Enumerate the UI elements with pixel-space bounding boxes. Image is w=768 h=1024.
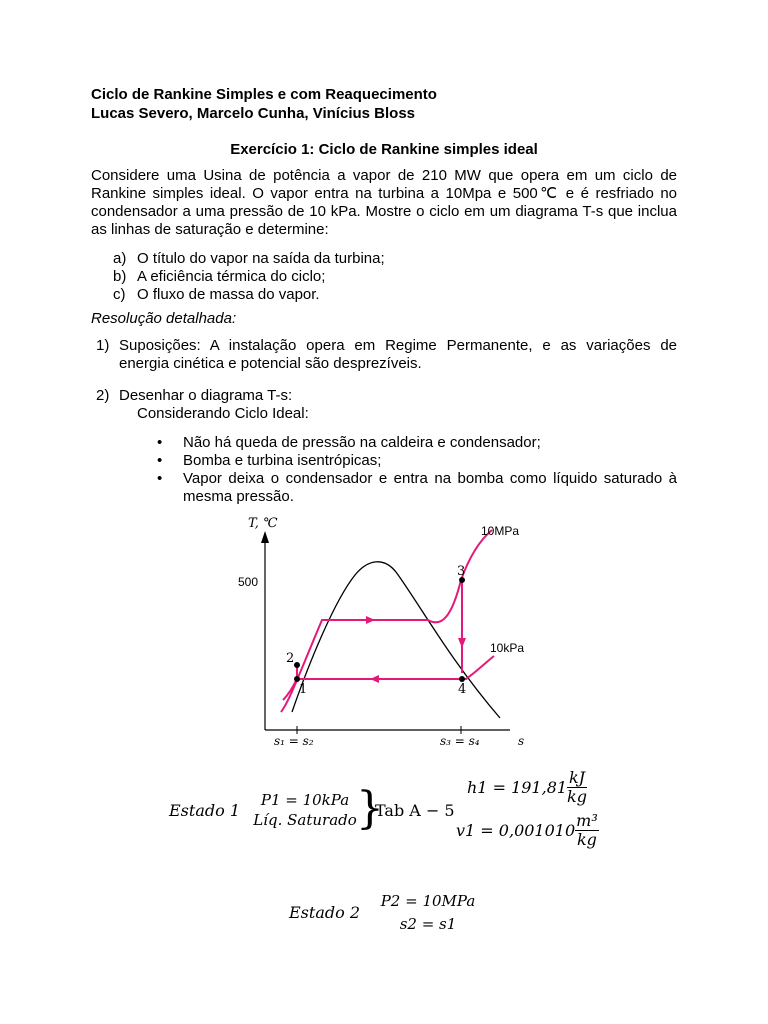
list-marker: b)	[113, 268, 127, 285]
h1-lhs: h1 = 191,81	[467, 778, 568, 797]
list-text: Não há queda de pressão na caldeira e condensador;	[183, 434, 541, 451]
v1-lhs: v1 = 0,001010	[456, 821, 576, 840]
step2-marker: 2)	[96, 387, 110, 404]
h1-unit	[567, 769, 587, 806]
v1-unit	[575, 812, 599, 849]
state-label-4: 4	[458, 682, 467, 697]
statement-line: Considere uma Usina de potência a vapor de 210 MW que opera em um ciclo de	[91, 167, 677, 184]
list-item	[157, 434, 677, 452]
assumption-list	[157, 434, 677, 506]
h1-unit-den: kg	[567, 787, 587, 806]
bullet-marker: •	[157, 452, 163, 469]
ts-diagram	[230, 505, 540, 755]
state-label-1: 1	[299, 682, 308, 697]
bullet-marker: •	[157, 470, 163, 487]
state-label-2: 2	[286, 651, 295, 666]
list-text: Bomba e turbina isentrópicas;	[183, 452, 382, 469]
h1-equation	[467, 769, 587, 806]
t-axis-arrowhead	[261, 531, 269, 543]
s34-label: s₃ = s₄	[440, 734, 480, 748]
list-item	[157, 452, 677, 470]
step1-line1: Suposições: A instalação opera em Regime Permanente, e as variações de	[119, 337, 677, 354]
step1-marker: 1)	[96, 337, 110, 354]
estado2-conditions	[368, 890, 488, 936]
list-text: O fluxo de massa do vapor.	[137, 286, 320, 303]
list-marker: c)	[113, 286, 126, 303]
table-ref: Tab A − 5	[375, 801, 455, 820]
v1-equation	[456, 812, 599, 849]
estado1-conditions	[250, 790, 360, 830]
turbine-arrow	[458, 638, 466, 648]
v1-unit-num: m³	[576, 811, 598, 830]
h1-unit-num: kJ	[568, 768, 586, 787]
state-label-3: 3	[457, 564, 466, 579]
document-authors: Lucas Severo, Marcelo Cunha, Vinícius Bloss	[91, 105, 416, 122]
state-point-2	[294, 662, 300, 668]
saturation-dome	[292, 562, 500, 718]
list-text: Vapor deixa o condensador e entra na bomba como líquido saturado à	[183, 470, 677, 487]
list-item	[113, 286, 385, 304]
estado2-cond2: s2 = s1	[399, 915, 457, 933]
estado1-label: Estado 1	[169, 801, 240, 820]
list-text: O título do vapor na saída da turbina;	[137, 250, 385, 267]
t-axis-label: T, ℃	[248, 516, 278, 531]
list-text: A eficiência térmica do ciclo;	[137, 268, 326, 285]
statement-line: Rankine simples ideal. O vapor entra na turbina a 10Mpa e 500℃ e é resfriado no	[91, 185, 677, 202]
estado2-label: Estado 2	[289, 903, 360, 922]
tick-500: 500	[238, 575, 259, 589]
list-marker: a)	[113, 250, 127, 267]
label-10mpa: 10MPa	[481, 524, 520, 538]
list-item	[113, 250, 385, 268]
statement-line: as linhas de saturação e determine:	[91, 221, 329, 238]
estado1-cond1: P1 = 10kPa	[260, 791, 350, 809]
step2-line2: Considerando Ciclo Ideal:	[137, 405, 309, 422]
estado1-cond2: Líq. Saturado	[253, 811, 357, 829]
condenser-arrow	[370, 675, 379, 683]
label-10kpa: 10kPa	[490, 641, 525, 655]
document-title: Ciclo de Rankine Simples e com Reaquecimento	[91, 86, 437, 103]
v1-unit-den: kg	[576, 830, 597, 849]
resolution-heading: Resolução detalhada:	[91, 310, 237, 327]
statement-line: condensador a uma pressão de 10 kPa. Mostre o ciclo em um diagrama T-s que inclua	[91, 203, 677, 220]
s12-label: s₁ = s₂	[274, 734, 314, 748]
s-axis-label: s	[518, 734, 525, 748]
list-item	[113, 268, 385, 286]
bullet-marker: •	[157, 434, 163, 451]
list-item-continuation: mesma pressão.	[183, 488, 294, 505]
step2-line1: Desenhar o diagrama T-s:	[119, 387, 293, 404]
question-list	[113, 250, 385, 304]
list-item	[157, 470, 677, 488]
exercise-title: Exercício 1: Ciclo de Rankine simples ideal	[230, 141, 538, 158]
boiler-arrow	[366, 616, 375, 624]
step1-line2: energia cinética e potencial são desprezíveis.	[119, 355, 422, 372]
estado2-cond1: P2 = 10MPa	[380, 892, 476, 910]
brace: }	[356, 783, 384, 834]
exercise-statement	[91, 167, 677, 239]
